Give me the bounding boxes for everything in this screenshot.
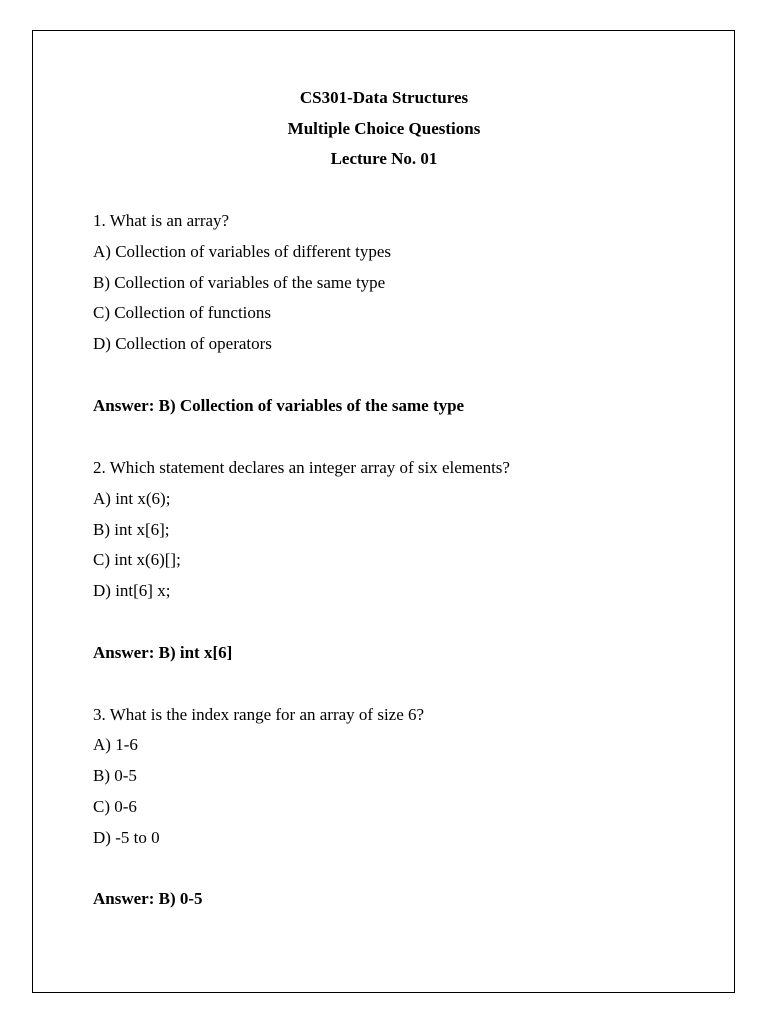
- question-2-option-a: A) int x(6);: [93, 489, 171, 508]
- question-2-option-c: C) int x(6)[];: [93, 550, 181, 569]
- question-1-option-b: B) Collection of variables of the same type: [93, 273, 386, 292]
- question-2-answer: Answer: B) int x[6]: [93, 643, 233, 662]
- question-1-answer: Answer: B) Collection of variables of the same type: [93, 396, 465, 415]
- question-2: 2. Which statement declares an integer array of six elements?: [93, 458, 510, 477]
- page-border: [32, 30, 735, 993]
- question-3-option-c: C) 0-6: [93, 797, 137, 816]
- question-3-answer: Answer: B) 0-5: [93, 889, 203, 908]
- question-3-option-a: A) 1-6: [93, 735, 138, 754]
- question-2-option-b: B) int x[6];: [93, 520, 170, 539]
- question-1-option-d: D) Collection of operators: [93, 334, 272, 353]
- course-title: CS301-Data Structures: [299, 88, 469, 107]
- document-subtitle: Multiple Choice Questions: [287, 119, 481, 138]
- question-1-option-c: C) Collection of functions: [93, 303, 272, 322]
- question-3-option-d: D) -5 to 0: [93, 828, 160, 847]
- question-1-option-a: A) Collection of variables of different types: [93, 242, 392, 261]
- question-3-option-b: B) 0-5: [93, 766, 137, 785]
- question-1: 1. What is an array?: [93, 211, 230, 230]
- question-3: 3. What is the index range for an array of size 6?: [93, 705, 425, 724]
- question-2-option-d: D) int[6] x;: [93, 581, 171, 600]
- lecture-number: Lecture No. 01: [330, 149, 438, 168]
